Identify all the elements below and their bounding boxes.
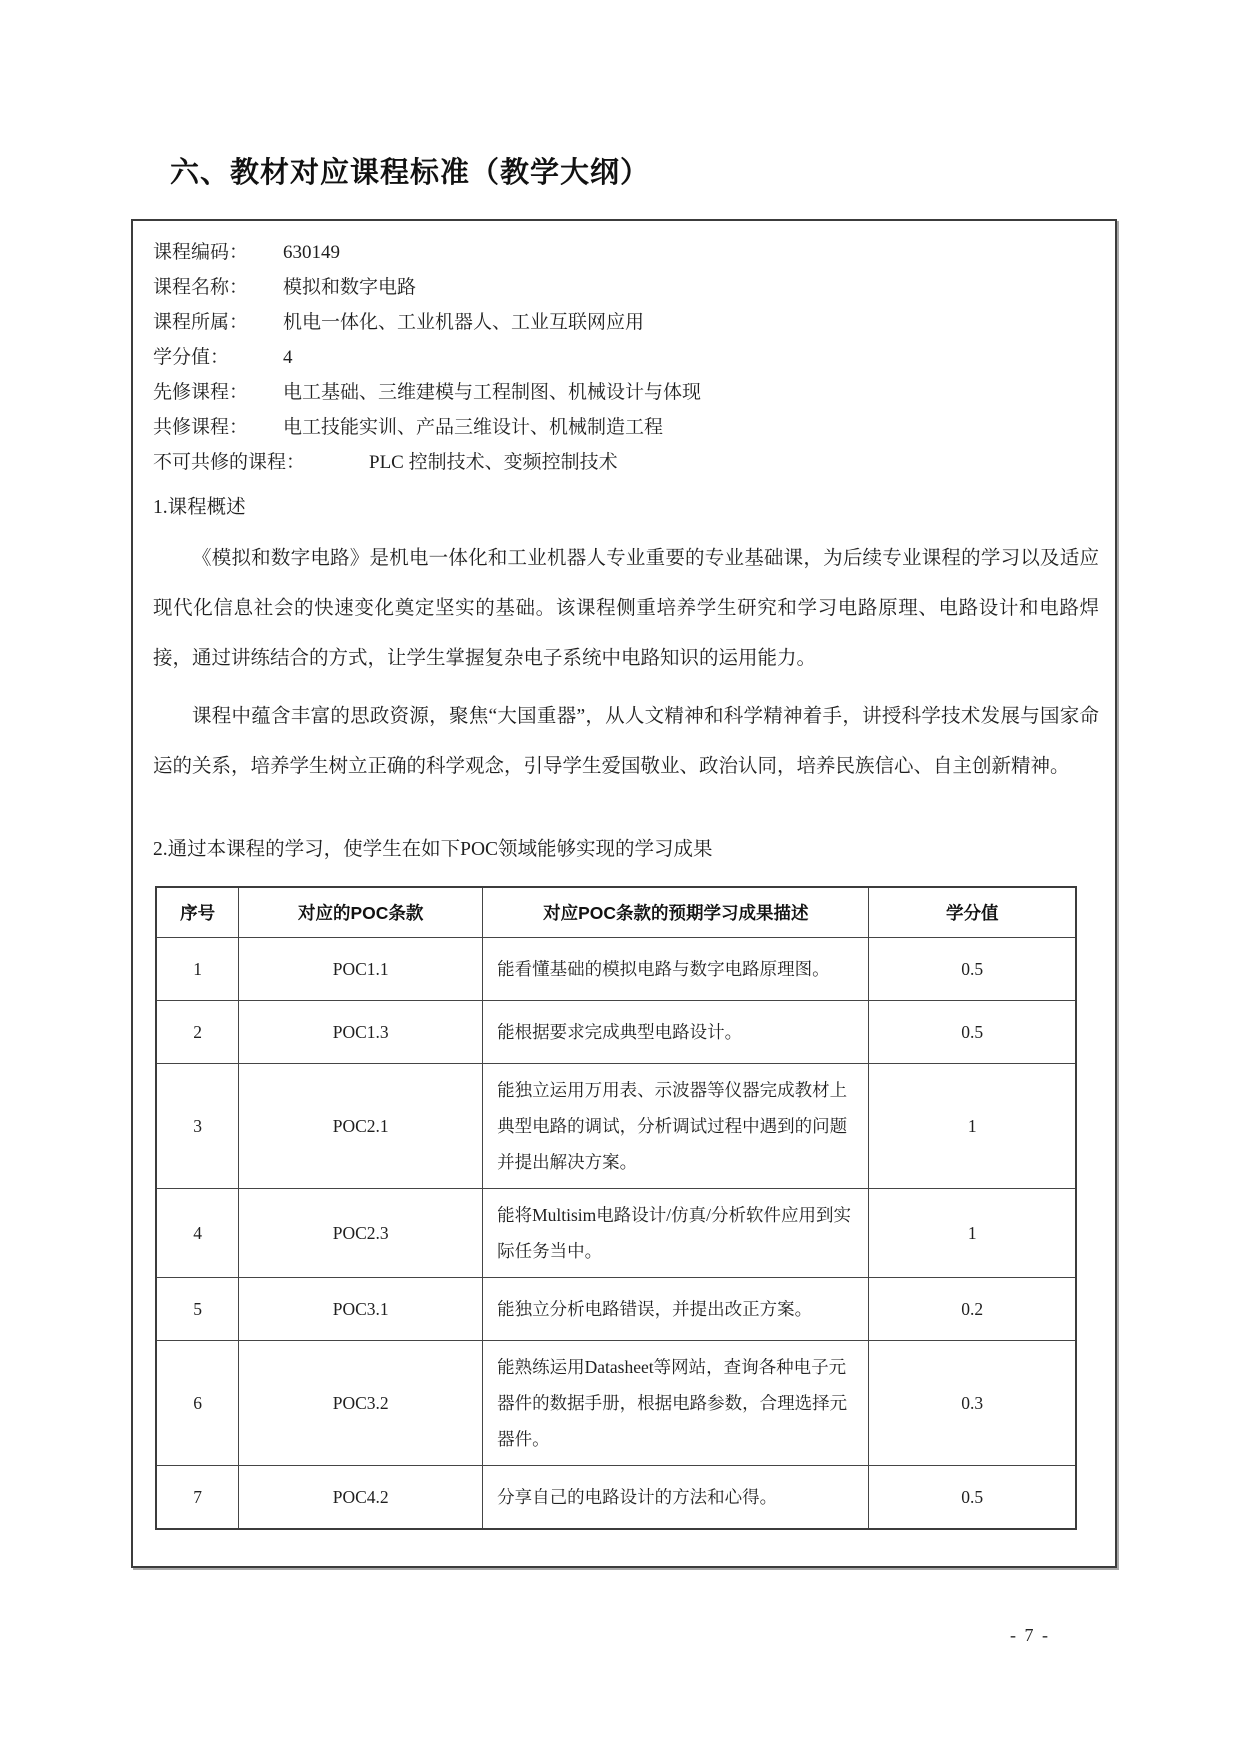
header-poc-clause: 对应的POC条款	[239, 887, 483, 938]
cell-serial: 1	[156, 938, 239, 1001]
table-row	[156, 1189, 1076, 1278]
cell-credit: 0.5	[869, 1001, 1076, 1064]
cell-serial: 3	[156, 1064, 239, 1189]
cell-outcome-desc: 能将Multisim电路设计/仿真/分析软件应用到实际任务当中。	[483, 1189, 869, 1278]
table-row	[156, 1064, 1076, 1189]
cell-credit: 0.3	[869, 1341, 1076, 1466]
cell-poc-clause: POC1.1	[239, 938, 483, 1001]
cell-outcome-desc: 能看懂基础的模拟电路与数字电路原理图。	[483, 938, 869, 1001]
info-row	[153, 375, 1099, 410]
table-row	[156, 1278, 1076, 1341]
info-label: 课程所属：	[153, 312, 249, 333]
outcomes-table-header-row	[156, 887, 1076, 938]
table-row	[156, 1466, 1076, 1530]
info-label: 学分值：	[153, 347, 230, 368]
cell-credit: 0.5	[869, 1466, 1076, 1530]
info-label: 课程编码：	[153, 242, 249, 263]
cell-credit: 0.5	[869, 938, 1076, 1001]
cell-serial: 2	[156, 1001, 239, 1064]
info-label: 不可共修的课程：	[153, 452, 306, 473]
header-credit: 学分值	[869, 887, 1076, 938]
course-info-list	[153, 235, 1099, 480]
table-row	[156, 938, 1076, 1001]
table-row	[156, 1001, 1076, 1064]
cell-outcome-desc: 分享自己的电路设计的方法和心得。	[483, 1466, 869, 1530]
cell-outcome-desc: 能根据要求完成典型电路设计。	[483, 1001, 869, 1064]
cell-serial: 4	[156, 1189, 239, 1278]
info-label: 先修课程：	[153, 382, 249, 403]
table-row	[156, 1341, 1076, 1466]
info-value: 630149	[283, 242, 340, 263]
info-row	[153, 445, 1099, 480]
cell-outcome-desc: 能独立分析电路错误，并提出改正方案。	[483, 1278, 869, 1341]
info-value: 机电一体化、工业机器人、工业互联网应用	[283, 312, 645, 333]
header-outcome-desc: 对应POC条款的预期学习成果描述	[483, 887, 869, 938]
cell-credit: 0.2	[869, 1278, 1076, 1341]
cell-serial: 5	[156, 1278, 239, 1341]
cell-poc-clause: POC1.3	[239, 1001, 483, 1064]
ideology-paragraph: 课程中蕴含丰富的思政资源，聚焦“大国重器”，从人文精神和科学精神着手，讲授科学技术发展与国家命运的关系，培养学生树立正确的科学观念，引导学生爱国敬业、政治认同，培养民族信心、自主创新精神。	[153, 706, 1099, 777]
cell-serial: 6	[156, 1341, 239, 1466]
info-row	[153, 410, 1099, 445]
cell-poc-clause: POC3.2	[239, 1341, 483, 1466]
cell-outcome-desc: 能熟练运用Datasheet等网站，查询各种电子元器件的数据手册，根据电路参数，合理选择元器件。	[483, 1341, 869, 1466]
page-number: - 7 -	[1010, 1625, 1050, 1645]
cell-poc-clause: POC3.1	[239, 1278, 483, 1341]
course-overview-paragraph: 《模拟和数字电路》是机电一体化和工业机器人专业重要的专业基础课，为后续专业课程的学习以及适应现代化信息社会的快速变化奠定坚实的基础。该课程侧重培养学生研究和学习电路原理、电路设计和电路焊接，通过讲练结合的方式，让学生掌握复杂电子系统中电路知识的运用能力。	[153, 548, 1099, 669]
info-label: 共修课程：	[153, 417, 249, 438]
info-row	[153, 270, 1099, 305]
info-value: 电工技能实训、产品三维设计、机械制造工程	[283, 417, 664, 438]
cell-serial: 7	[156, 1466, 239, 1530]
cell-poc-clause: POC2.3	[239, 1189, 483, 1278]
content-box	[131, 219, 1117, 1568]
cell-credit: 1	[869, 1189, 1076, 1278]
cell-credit: 1	[869, 1064, 1076, 1189]
cell-poc-clause: POC4.2	[239, 1466, 483, 1530]
info-label: 课程名称：	[153, 277, 249, 298]
outcomes-table-body	[156, 938, 1076, 1530]
section2-heading: 2.通过本课程的学习，使学生在如下POC领域能够实现的学习成果	[153, 839, 713, 860]
info-value: 电工基础、三维建模与工程制图、机械设计与体现	[283, 382, 702, 403]
page-title: 六、教材对应课程标准（教学大纲）	[170, 157, 651, 189]
outcomes-table	[155, 886, 1077, 1530]
info-value: PLC 控制技术、变频控制技术	[369, 452, 618, 473]
info-value: 模拟和数字电路	[283, 277, 417, 298]
header-serial: 序号	[156, 887, 239, 938]
info-value: 4	[283, 347, 293, 368]
info-row	[153, 235, 1099, 270]
info-row	[153, 340, 1099, 375]
cell-poc-clause: POC2.1	[239, 1064, 483, 1189]
section1-heading: 1.课程概述	[153, 497, 246, 518]
cell-outcome-desc: 能独立运用万用表、示波器等仪器完成教材上典型电路的调试，分析调试过程中遇到的问题并提出解决方案。	[483, 1064, 869, 1189]
info-row	[153, 305, 1099, 340]
